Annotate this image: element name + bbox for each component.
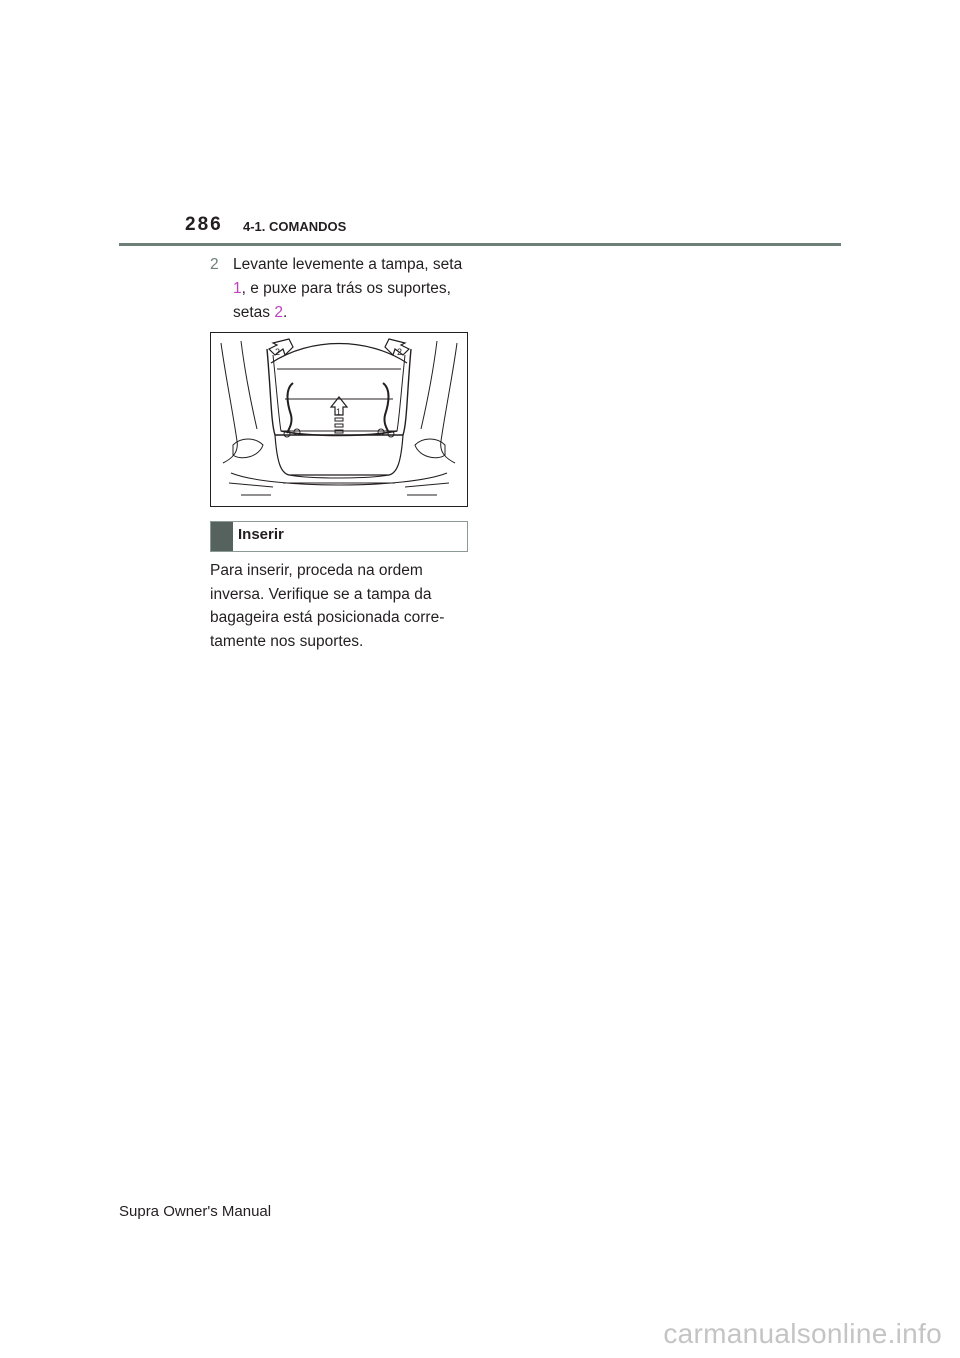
section-title: 4-1. COMANDOS [243, 219, 347, 234]
arrow-up-label: 1 [336, 407, 342, 417]
footer-manual-title: Supra Owner's Manual [119, 1203, 272, 1220]
step-text-a: Levante levemente a tampa, seta [233, 256, 463, 273]
subheading-marker [211, 522, 233, 551]
header-divider [119, 243, 841, 246]
subheading-label: Inserir [238, 526, 284, 543]
watermark: carmanualsonline.info [663, 1318, 942, 1349]
subheading-inserir [210, 521, 468, 552]
trunk-cover-illustration [210, 332, 468, 507]
insert-instructions: Para inserir, proceda na ordem inversa. Verifique se a tampa da bagageira está posicionada corre-tamente nos suportes. [210, 562, 445, 650]
step-number: 2 [210, 256, 219, 273]
step-2 [210, 253, 470, 325]
reference-arrow-2: 2 [274, 304, 283, 321]
step-text-c: . [282, 304, 288, 321]
step-text-b: , e puxe para trás os suportes, setas [233, 280, 451, 321]
reference-arrow-1: 1 [233, 280, 242, 297]
step-text [233, 253, 470, 325]
page-number: 286 [185, 214, 223, 235]
arrow-right-label: 2 [397, 347, 403, 357]
arrow-left-label: 2 [275, 347, 281, 357]
